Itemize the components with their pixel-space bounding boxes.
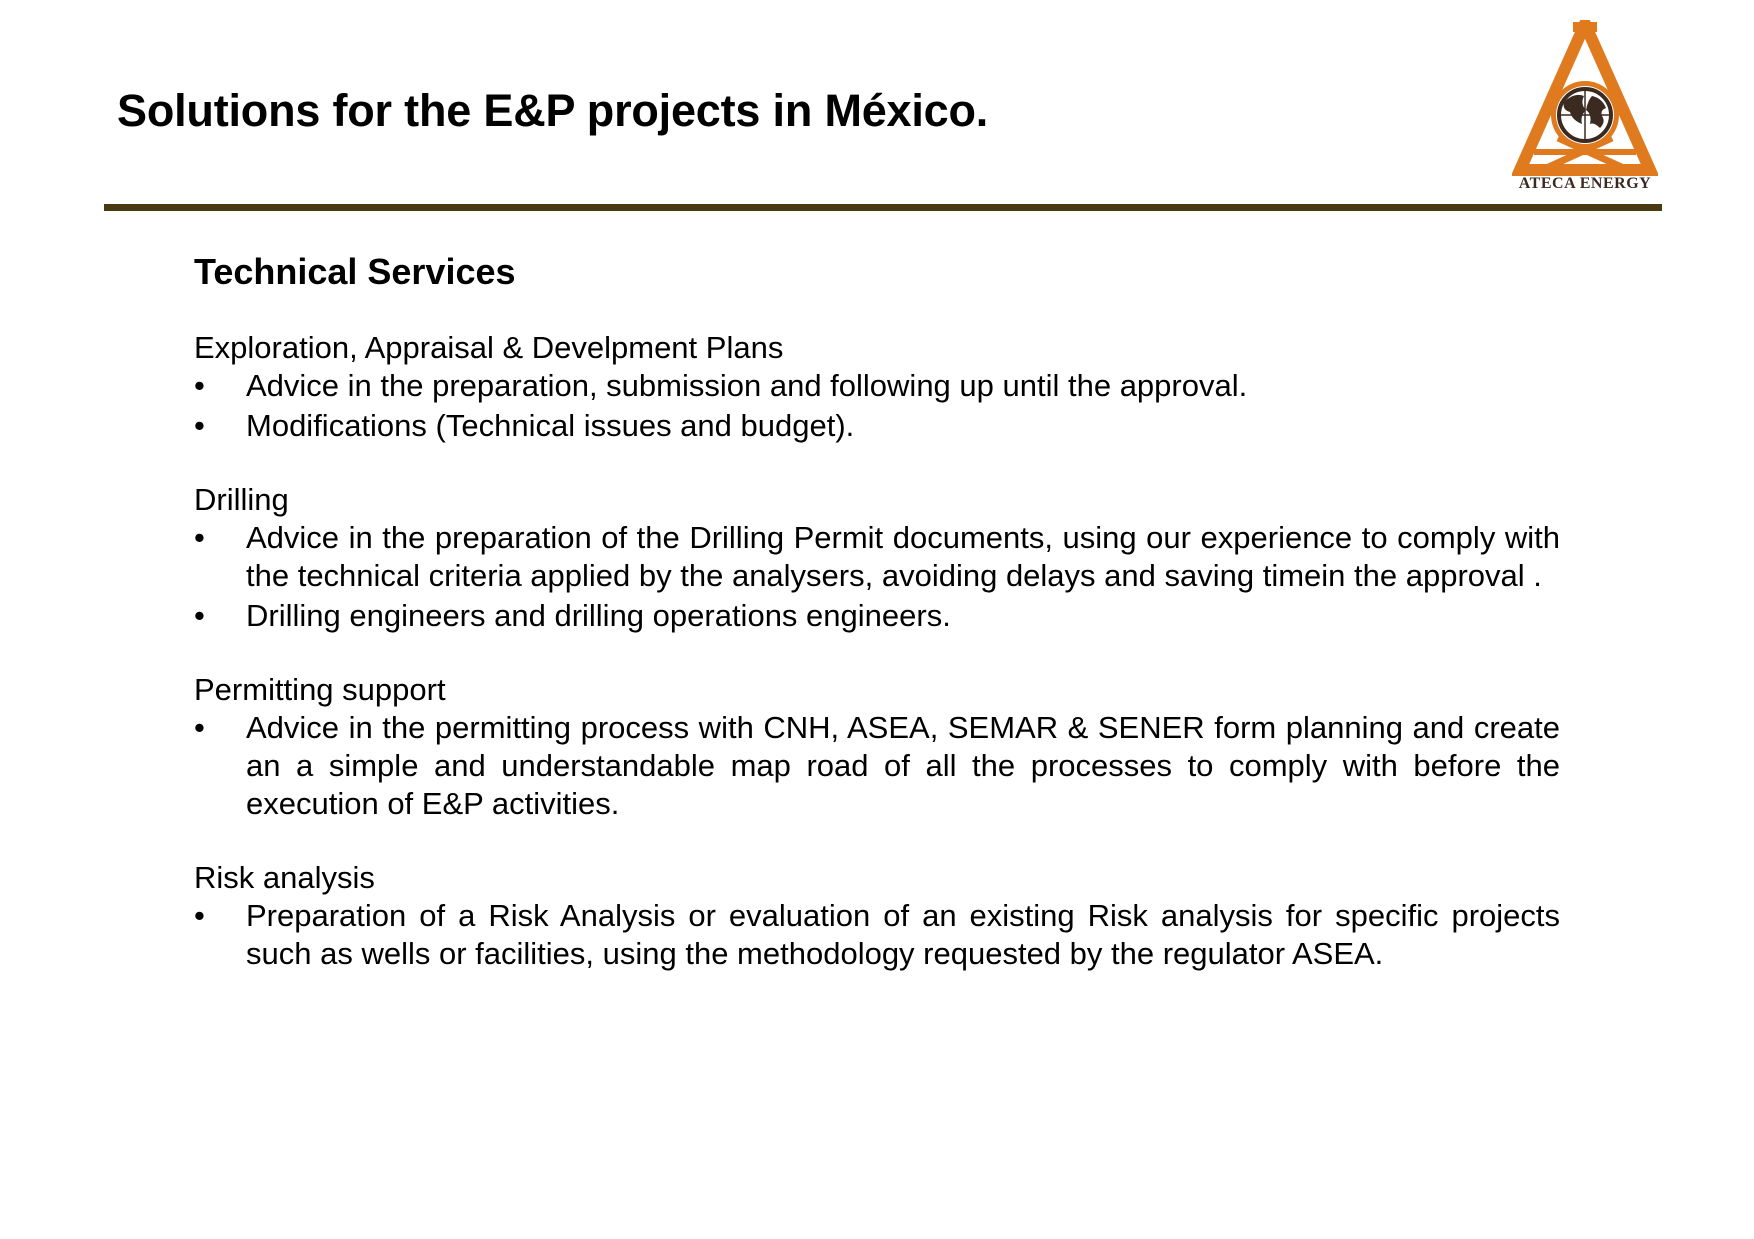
list-item (194, 897, 1560, 973)
group-title: Permitting support (194, 672, 446, 708)
bullet-glyph: • (194, 520, 205, 556)
group-title: Drilling (194, 482, 289, 518)
list-item (194, 367, 1560, 405)
list-item (194, 519, 1560, 595)
list-item-text: Advice in the preparation, submission and following up until the approval. (246, 368, 1248, 404)
bullet-glyph: • (194, 898, 205, 934)
list-item-text: Advice in the preparation of the Drilling Permit documents, using our experience to comply with the technical criteria applied by the analysers, avoiding delays and saving timein the approval . (246, 520, 1560, 594)
bullet-glyph: • (194, 710, 205, 746)
list-item (194, 597, 1560, 635)
bullet-glyph: • (194, 408, 205, 444)
bullet-list (194, 519, 1560, 635)
header-divider (104, 204, 1662, 211)
ateca-energy-logo (1512, 20, 1658, 196)
list-item-text: Modifications (Technical issues and budget). (246, 408, 855, 444)
group-exploration (194, 329, 1560, 445)
group-title: Exploration, Appraisal & Develpment Plans (194, 330, 784, 366)
bullet-list (194, 709, 1560, 823)
bullet-glyph: • (194, 598, 205, 634)
list-item-text: Advice in the permitting process with CNH, ASEA, SEMAR & SENER form planning and create an a simple and understandable map road of all the processes to comply with before the execution of E&P activities. (246, 710, 1560, 822)
group-drilling (194, 481, 1560, 635)
section-heading: Technical Services (194, 251, 516, 292)
group-permitting (194, 671, 1560, 823)
group-title: Risk analysis (194, 860, 375, 896)
main-content (194, 250, 1560, 975)
bullet-glyph: • (194, 368, 205, 404)
group-risk (194, 859, 1560, 973)
bullet-list (194, 897, 1560, 973)
svg-text:ATECA ENERGY: ATECA ENERGY (1518, 175, 1652, 192)
list-item (194, 407, 1560, 445)
list-item-text: Preparation of a Risk Analysis or evaluation of an existing Risk analysis for specific projects such as wells or facilities, using the methodology requested by the regulator ASEA. (246, 898, 1560, 972)
page-title: Solutions for the E&P projects in México. (117, 85, 989, 136)
bullet-list (194, 367, 1560, 445)
list-item-text: Drilling engineers and drilling operations engineers. (246, 598, 951, 634)
list-item (194, 709, 1560, 823)
